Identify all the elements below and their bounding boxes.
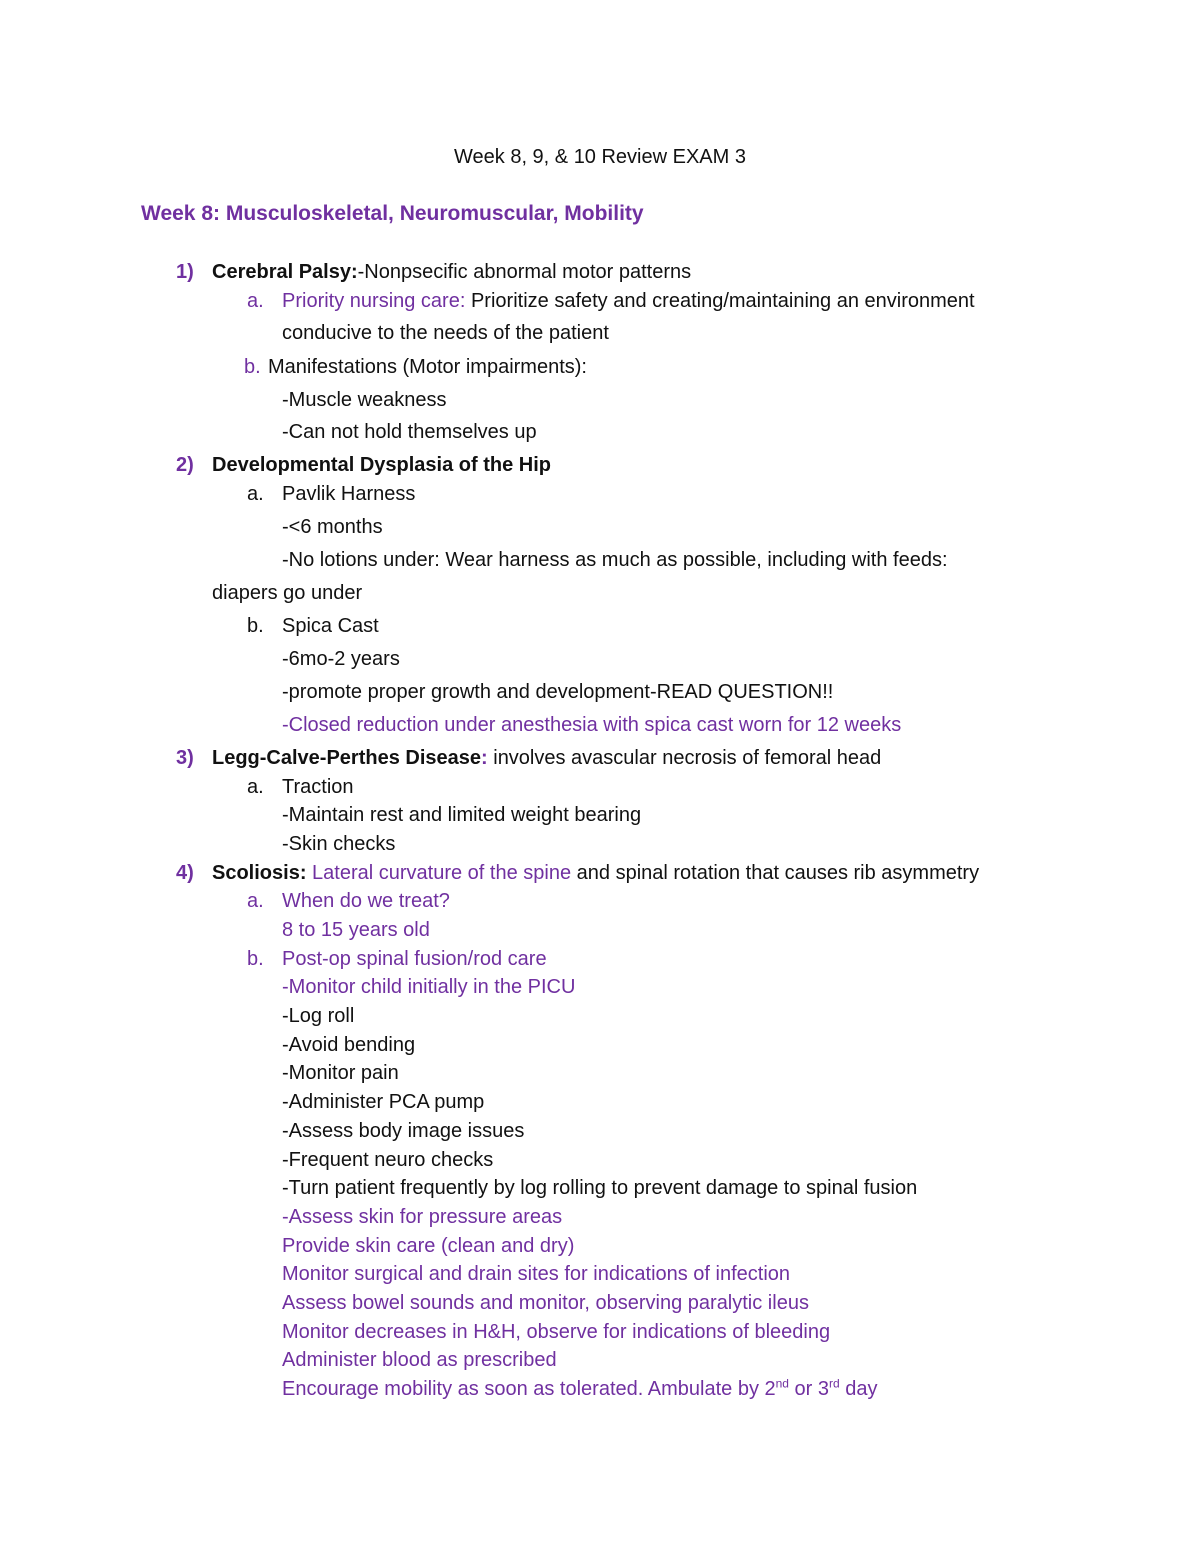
section-heading: Week 8: Musculoskeletal, Neuromuscular, Mobility (141, 202, 644, 225)
list-item: -Administer PCA pump (282, 1091, 485, 1113)
priority-care-line (282, 289, 975, 313)
traction-text: Traction (282, 776, 354, 798)
sub-label-a: a. (247, 483, 264, 505)
pavlik-harness-text: Pavlik Harness (282, 483, 416, 505)
sub-label-a: a. (247, 776, 264, 798)
lcp-line (212, 746, 881, 770)
list-item: -Skin checks (282, 833, 396, 855)
list-item: -Assess body image issues (282, 1120, 525, 1142)
mobility-text-b: or 3 (788, 1378, 830, 1400)
manifestations-text: Manifestations (Motor impairments): (268, 356, 587, 378)
lcp-desc: involves avascular necrosis of femoral head (487, 747, 882, 769)
scoliosis-line (212, 861, 979, 885)
list-item: -Monitor pain (282, 1062, 399, 1084)
priority-care-cont: conducive to the needs of the patient (282, 322, 609, 344)
list-item: -Closed reduction under anesthesia with spica cast worn for 12 weeks (282, 714, 902, 736)
sub-label-b: b. (247, 948, 264, 970)
item-number-2: 2) (176, 454, 194, 476)
scoliosis-title: Scoliosis: (212, 862, 307, 884)
list-item: -Muscle weakness (282, 389, 447, 411)
post-op-text: Post-op spinal fusion/rod care (282, 948, 547, 970)
list-item: Provide skin care (clean and dry) (282, 1235, 575, 1257)
ordinal-suffix: nd (775, 1376, 789, 1391)
list-item: -Turn patient frequently by log rolling to prevent damage to spinal fusion (282, 1177, 918, 1199)
list-item: -Assess skin for pressure areas (282, 1206, 563, 1228)
sub-label-b: b. (244, 356, 261, 378)
list-item: -Maintain rest and limited weight bearing (282, 804, 642, 826)
list-item: Assess bowel sounds and monitor, observing paralytic ileus (282, 1292, 809, 1314)
list-item: -Log roll (282, 1005, 355, 1027)
list-item: -Monitor child initially in the PICU (282, 976, 576, 998)
item-number-4: 4) (176, 862, 194, 884)
list-item: Monitor surgical and drain sites for indications of infection (282, 1263, 791, 1285)
list-item: -No lotions under: Wear harness as much as possible, including with feeds: (282, 549, 948, 571)
sub-label-b: b. (247, 615, 264, 637)
item-number-3: 3) (176, 747, 194, 769)
priority-care-key: Priority nursing care: (282, 290, 466, 312)
mobility-text-c: day (839, 1378, 878, 1400)
mobility-text-a: Encourage mobility as soon as tolerated. Ambulate by 2 (282, 1378, 776, 1400)
when-treat-text: When do we treat? (282, 890, 450, 912)
list-item: -promote proper growth and development-READ QUESTION!! (282, 681, 834, 703)
mobility-line (282, 1377, 878, 1401)
lcp-colon: : (481, 747, 488, 769)
list-item: -<6 months (282, 516, 383, 538)
list-item: -Frequent neuro checks (282, 1149, 494, 1171)
list-item-cont: diapers go under (212, 582, 363, 604)
priority-care-text: Prioritize safety and creating/maintaining an environment (470, 290, 975, 312)
document-title: Week 8, 9, & 10 Review EXAM 3 (454, 146, 746, 168)
cerebral-palsy-line (212, 260, 691, 284)
scoliosis-desc-black: and spinal rotation that causes rib asymmetry (571, 862, 980, 884)
list-item: -6mo-2 years (282, 648, 400, 670)
cerebral-palsy-title: Cerebral Palsy: (212, 261, 358, 283)
item-number-1: 1) (176, 261, 194, 283)
lcp-title: Legg-Calve-Perthes Disease (212, 747, 482, 769)
cerebral-palsy-desc: -Nonpsecific abnormal motor patterns (357, 261, 692, 283)
ddh-title: Developmental Dysplasia of the Hip (212, 454, 551, 476)
ordinal-suffix: rd (829, 1376, 840, 1391)
list-item: Administer blood as prescribed (282, 1349, 557, 1371)
list-item: 8 to 15 years old (282, 919, 430, 941)
scoliosis-desc-purple: Lateral curvature of the spine (306, 862, 572, 884)
list-item: -Can not hold themselves up (282, 421, 537, 443)
sub-label-a: a. (247, 290, 264, 312)
list-item: Monitor decreases in H&H, observe for indications of bleeding (282, 1321, 831, 1343)
spica-cast-text: Spica Cast (282, 615, 379, 637)
list-item: -Avoid bending (282, 1034, 416, 1056)
sub-label-a: a. (247, 890, 264, 912)
